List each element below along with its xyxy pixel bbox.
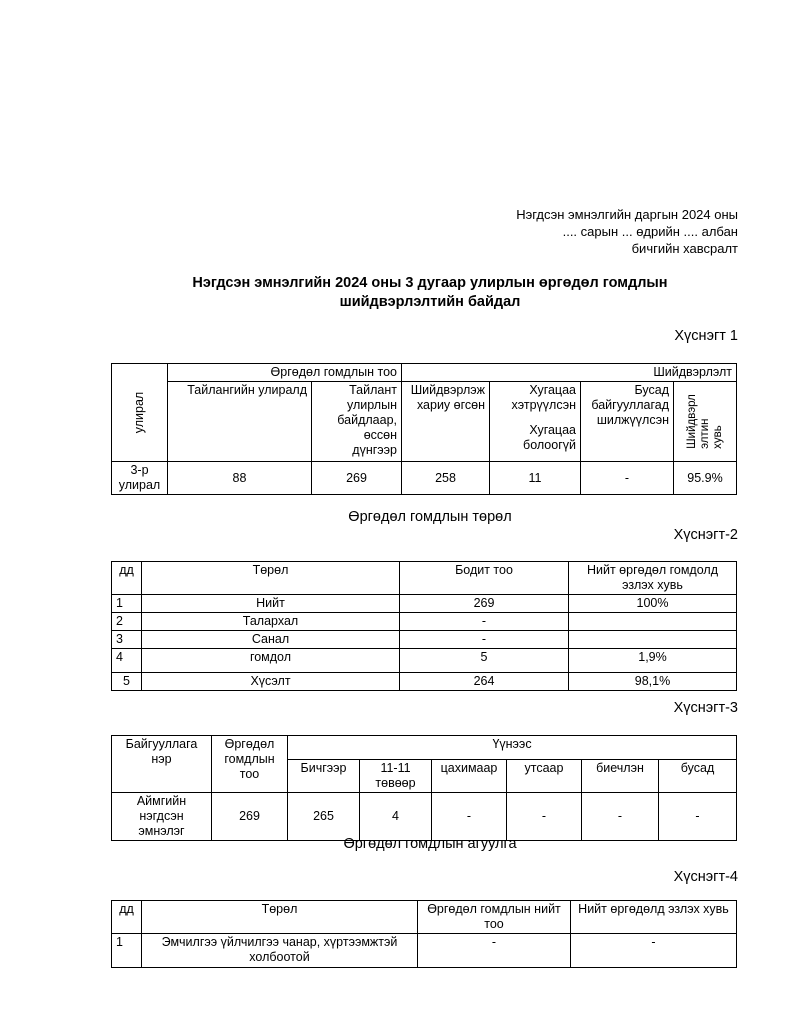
table2-label: Хүснэгт-2 <box>673 527 738 543</box>
cell: 3 <box>112 631 142 649</box>
header-report-period: Тайлангийн улиралд <box>168 382 312 462</box>
header-resolution-percent: Шийдвэрл элтин хувь <box>674 382 737 462</box>
table-row <box>112 649 737 673</box>
section4-title: Өргөдөл гомдлын агуулга <box>343 836 517 852</box>
cell <box>569 631 737 649</box>
section2-title: Өргөдөл гомдлын төрөл <box>348 509 512 525</box>
table2-header-row <box>112 562 737 595</box>
header-type: Төрөл <box>142 901 418 934</box>
cell-count: 269 <box>212 793 288 841</box>
header-share: Нийт өргөдөлд эзлэх хувь <box>571 901 737 934</box>
header-actual: Бодит тоо <box>400 562 569 595</box>
table4-header-row <box>112 901 737 934</box>
header-in-person: биечлэн <box>582 760 659 793</box>
header-1111: 11-11 төвөөр <box>360 760 432 793</box>
cell: 4 <box>112 649 142 673</box>
cell: 1 <box>112 595 142 613</box>
header-phone: утсаар <box>507 760 582 793</box>
approval-line-2: .... сарын ... өдрийн .... албан <box>562 224 738 239</box>
header-cumulative: Тайлант улирлын байдлаар, өссөн дүнгээр <box>312 382 402 462</box>
header-count: Өргөдөл гомдлын тоо <box>168 364 402 382</box>
cell: 5 <box>112 673 142 691</box>
cell: 100% <box>569 595 737 613</box>
cell <box>569 613 737 631</box>
cell: 2 <box>112 613 142 631</box>
header-period: улирал <box>112 364 168 462</box>
cell-percent: 95.9% <box>674 462 737 495</box>
table-row <box>112 595 737 613</box>
cell-answered: 258 <box>402 462 490 495</box>
table3-label: Хүснэгт-3 <box>673 700 738 716</box>
header-overdue-notdue <box>490 382 581 462</box>
cell-carry: 269 <box>312 462 402 495</box>
header-online: цахимаар <box>432 760 507 793</box>
header-other: бусад <box>659 760 737 793</box>
header-share: Нийт өргөдөл гомдолд эзлэх хувь <box>569 562 737 595</box>
header-transferred: Бусад байгууллагад шилжүүлсэн <box>581 382 674 462</box>
cell-other: - <box>581 462 674 495</box>
header-resolution: Шийдвэрлэлт <box>402 364 737 382</box>
cell: 4 <box>360 793 432 841</box>
header-written: Бичгээр <box>288 760 360 793</box>
header-org: Байгууллага нэр <box>112 736 212 793</box>
header-no: дд <box>112 901 142 934</box>
header-source: Үүнээс <box>288 736 737 760</box>
table4-label: Хүснэгт-4 <box>673 869 738 885</box>
approval-line-1: Нэгдсэн эмнэлгийн даргын 2024 оны <box>516 207 738 222</box>
cell: гомдол <box>142 649 400 673</box>
header-answered: Шийдвэрлэж хариу өгсөн <box>402 382 490 462</box>
cell: Нийт <box>142 595 400 613</box>
header-total: Өргөдөл гомдлын нийт тоо <box>418 901 571 934</box>
table-row <box>112 793 737 841</box>
cell: 1 <box>112 934 142 968</box>
header-count: Өргөдөл гомдлын тоо <box>212 736 288 793</box>
cell: - <box>418 934 571 968</box>
cell: 264 <box>400 673 569 691</box>
table1-label: Хүснэгт 1 <box>674 328 738 344</box>
title-line-2: шийдвэрлэлтийн байдал <box>339 294 521 310</box>
cell: - <box>507 793 582 841</box>
header-not-due: Хугацаа болоогүй <box>523 423 576 452</box>
cell: - <box>400 631 569 649</box>
cell: - <box>659 793 737 841</box>
table-row <box>112 934 737 968</box>
cell: 269 <box>400 595 569 613</box>
header-overdue: Хугацаа хэтрүүлсэн <box>511 383 576 412</box>
approval-note <box>516 206 738 257</box>
cell: Эмчилгээ үйлчилгээ чанар, хүртээмжтэй холбоотой <box>142 934 418 968</box>
cell: Хүсэлт <box>142 673 400 691</box>
table-row <box>112 673 737 691</box>
cell: 265 <box>288 793 360 841</box>
cell: - <box>571 934 737 968</box>
table-row <box>112 631 737 649</box>
cell-report: 88 <box>168 462 312 495</box>
header-type: Төрөл <box>142 562 400 595</box>
cell: 1,9% <box>569 649 737 673</box>
table-2 <box>111 561 737 691</box>
cell: - <box>432 793 507 841</box>
cell: 98,1% <box>569 673 737 691</box>
table-4 <box>111 900 737 968</box>
document-title <box>100 274 760 312</box>
table-row <box>112 462 737 495</box>
table-3 <box>111 735 737 841</box>
cell: Санал <box>142 631 400 649</box>
approval-line-3: бичгийн хавсралт <box>631 241 738 256</box>
table-row <box>112 613 737 631</box>
header-no: дд <box>112 562 142 595</box>
cell: - <box>400 613 569 631</box>
cell-period: 3-р улирал <box>112 462 168 495</box>
cell-overdue: 11 <box>490 462 581 495</box>
table-1 <box>111 363 737 495</box>
cell-org: Аймгийн нэгдсэн эмнэлэг <box>112 793 212 841</box>
cell: - <box>582 793 659 841</box>
title-line-1: Нэгдсэн эмнэлгийн 2024 оны 3 дугаар улирлын өргөдөл гомдлын <box>192 275 668 291</box>
cell: 5 <box>400 649 569 673</box>
cell: Талархал <box>142 613 400 631</box>
